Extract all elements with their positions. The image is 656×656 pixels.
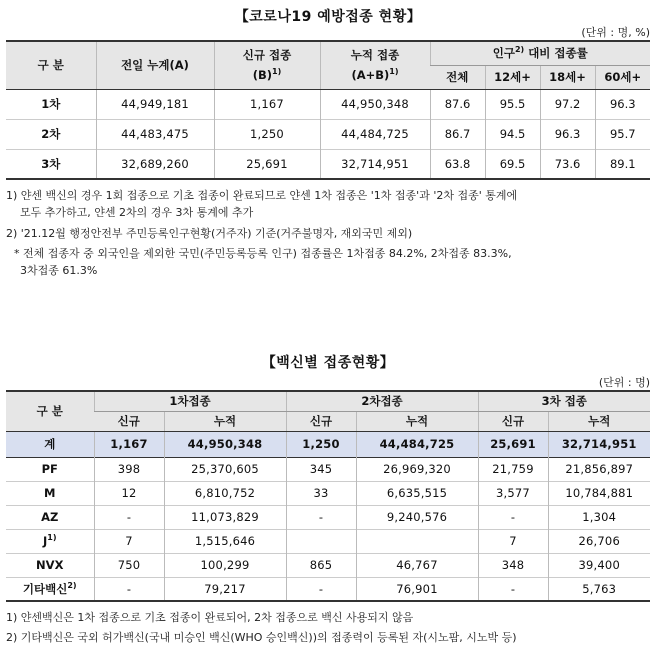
col-header-rate-all: 전체 bbox=[430, 65, 485, 89]
row-label: 계 bbox=[6, 431, 94, 457]
cell-rate-12: 69.5 bbox=[485, 149, 540, 179]
table-row bbox=[6, 553, 650, 577]
cell-d2-cum: 6,635,515 bbox=[356, 481, 478, 505]
row-label: 3차 bbox=[41, 156, 61, 171]
footnote-marker: 1) bbox=[272, 67, 282, 77]
cell-d3-new: 7 bbox=[478, 529, 548, 553]
total-row bbox=[6, 431, 650, 457]
cell-d3-cum: 21,856,897 bbox=[548, 457, 650, 481]
col-header-dose1: 1차접종 bbox=[94, 391, 286, 411]
row-label-cell bbox=[6, 529, 94, 553]
table1-unit: (단위 : 명, %) bbox=[581, 26, 650, 39]
cell-rate-12: 95.5 bbox=[485, 89, 540, 119]
table1-note-2: 2) '21.12월 행정안전부 주민등록인구현황(거주자) 기준(거주불명자, 재외국민 제외) bbox=[6, 227, 413, 240]
cell-d2-new: 345 bbox=[286, 457, 356, 481]
cell-cum: 44,484,725 bbox=[320, 119, 430, 149]
col-header-new bbox=[214, 41, 320, 89]
cell-d2-new: - bbox=[286, 577, 356, 601]
row-label: M bbox=[44, 486, 56, 500]
cell-d3-new: 25,691 bbox=[478, 431, 548, 457]
cell-d3-cum: 1,304 bbox=[548, 505, 650, 529]
cell-d1-new: - bbox=[94, 505, 164, 529]
table-row bbox=[6, 529, 650, 553]
footnote-marker: 2) bbox=[514, 45, 525, 55]
table1-note-1: 1) 얀센 백신의 경우 1회 접종으로 기초 접종이 완료되므로 얀센 1차 접종은 '1차 접종'과 '2차 접종' 통계에 bbox=[6, 189, 518, 202]
col-header-prev-total: 전일 누계(A) bbox=[96, 41, 214, 89]
cell-new: 1,167 bbox=[214, 89, 320, 119]
cell-prev: 44,949,181 bbox=[96, 89, 214, 119]
cell-d3-new: 21,759 bbox=[478, 457, 548, 481]
cell-d3-new: 348 bbox=[478, 553, 548, 577]
table-row bbox=[6, 457, 650, 481]
cell-new: 25,691 bbox=[214, 149, 320, 179]
cell-rate-12: 94.5 bbox=[485, 119, 540, 149]
cell-prev: 44,483,475 bbox=[96, 119, 214, 149]
row-label: AZ bbox=[41, 510, 59, 524]
cell-rate-18: 96.3 bbox=[540, 119, 595, 149]
table2-note-1: 1) 얀센백신은 1차 접종으로 기초 접종이 완료되어, 2차 접종으로 백신 사용되지 않음 bbox=[6, 611, 414, 624]
table-row bbox=[6, 481, 650, 505]
row-label: PF bbox=[41, 462, 58, 476]
cell-d1-cum: 25,370,605 bbox=[164, 457, 286, 481]
vaccine-type-table bbox=[6, 390, 650, 602]
col-header-rate-post: 대비 접종률 bbox=[524, 46, 588, 61]
cell-rate-all: 87.6 bbox=[430, 89, 485, 119]
cell-d1-new: 12 bbox=[94, 481, 164, 505]
row-label-cell bbox=[6, 577, 94, 601]
table1-note-3-cont: 3차접종 61.3% bbox=[20, 264, 98, 277]
cell-d3-new: - bbox=[478, 577, 548, 601]
col-header-rate-pre: 인구 bbox=[492, 46, 515, 61]
cell-rate-all: 86.7 bbox=[430, 119, 485, 149]
table-row bbox=[6, 505, 650, 529]
cell-d2-new bbox=[286, 529, 356, 553]
cell-prev: 32,689,260 bbox=[96, 149, 214, 179]
cell-d3-cum: 5,763 bbox=[548, 577, 650, 601]
table-row bbox=[6, 577, 650, 601]
cell-d2-cum: 76,901 bbox=[356, 577, 478, 601]
cell-d1-new: 398 bbox=[94, 457, 164, 481]
footnote-marker: 2) bbox=[67, 580, 77, 590]
cell-d2-new: 865 bbox=[286, 553, 356, 577]
footnote-marker: 1) bbox=[389, 67, 399, 77]
cell-rate-60: 89.1 bbox=[595, 149, 650, 179]
row-label: J bbox=[42, 534, 48, 548]
col-header-dose2: 2차접종 bbox=[286, 391, 478, 411]
col-header-cumulative bbox=[320, 41, 430, 89]
col-header-cum: 누적 bbox=[548, 411, 650, 431]
col-header-category: 구 분 bbox=[6, 41, 96, 89]
col-header-rate-18: 18세+ bbox=[540, 65, 595, 89]
cell-d3-cum: 26,706 bbox=[548, 529, 650, 553]
cell-d1-new: 7 bbox=[94, 529, 164, 553]
cell-cum: 32,714,951 bbox=[320, 149, 430, 179]
col-header-rate bbox=[430, 41, 650, 65]
table2-note-2: 2) 기타백신은 국외 허가백신(국내 미승인 백신(WHO 승인백신))의 접종력이 등록된 자(시노팜, 시노박 등) bbox=[6, 631, 517, 644]
cell-d1-new: 750 bbox=[94, 553, 164, 577]
table-row bbox=[6, 89, 650, 119]
col-header-new: 신규 bbox=[94, 411, 164, 431]
row-label: 2차 bbox=[41, 127, 61, 141]
cell-rate-60: 95.7 bbox=[595, 119, 650, 149]
cell-d2-cum bbox=[356, 529, 478, 553]
col-header-cum-line2: (A+B) bbox=[351, 68, 390, 83]
cell-d2-cum: 46,767 bbox=[356, 553, 478, 577]
cell-d1-cum: 1,515,646 bbox=[164, 529, 286, 553]
table-row bbox=[6, 149, 650, 179]
cell-rate-60: 96.3 bbox=[595, 89, 650, 119]
col-header-cum-line1: 누적 접종 bbox=[350, 48, 400, 63]
cell-d1-cum: 6,810,752 bbox=[164, 481, 286, 505]
cell-d2-new: 1,250 bbox=[286, 431, 356, 457]
footnote-marker: 1) bbox=[47, 533, 57, 543]
col-header-cum: 누적 bbox=[356, 411, 478, 431]
cell-rate-all: 63.8 bbox=[430, 149, 485, 179]
cell-d2-cum: 44,484,725 bbox=[356, 431, 478, 457]
col-header-new-line1: 신규 접종 bbox=[242, 48, 292, 63]
col-header-category: 구 분 bbox=[6, 391, 94, 431]
cell-d1-new: 1,167 bbox=[94, 431, 164, 457]
cell-d3-new: - bbox=[478, 505, 548, 529]
cell-d1-cum: 44,950,348 bbox=[164, 431, 286, 457]
cell-rate-18: 73.6 bbox=[540, 149, 595, 179]
table1-note-3: * 전체 접종자 중 외국인을 제외한 국민(주민등록등록 인구) 접종률은 1차접종 84.2%, 2차접종 83.3%, bbox=[14, 247, 512, 260]
row-label: 기타백신 bbox=[22, 581, 68, 596]
cell-d1-new: - bbox=[94, 577, 164, 601]
row-label: 1차 bbox=[41, 97, 61, 111]
cell-d1-cum: 11,073,829 bbox=[164, 505, 286, 529]
cell-cum: 44,950,348 bbox=[320, 89, 430, 119]
table2-unit: (단위 : 명) bbox=[598, 376, 650, 389]
col-header-rate-12: 12세+ bbox=[485, 65, 540, 89]
cell-d2-new: - bbox=[286, 505, 356, 529]
table1-title: 【코로나19 예방접종 현황】 bbox=[234, 9, 422, 25]
cell-d3-cum: 39,400 bbox=[548, 553, 650, 577]
col-header-new: 신규 bbox=[286, 411, 356, 431]
cell-d1-cum: 79,217 bbox=[164, 577, 286, 601]
col-header-new-line2: (B) bbox=[252, 68, 273, 83]
cell-d3-cum: 32,714,951 bbox=[548, 431, 650, 457]
cell-d1-cum: 100,299 bbox=[164, 553, 286, 577]
cell-d3-cum: 10,784,881 bbox=[548, 481, 650, 505]
col-header-cum: 누적 bbox=[164, 411, 286, 431]
cell-d2-cum: 9,240,576 bbox=[356, 505, 478, 529]
cell-rate-18: 97.2 bbox=[540, 89, 595, 119]
table2-title: 【백신별 접종현황】 bbox=[261, 355, 395, 371]
cell-d2-new: 33 bbox=[286, 481, 356, 505]
cell-new: 1,250 bbox=[214, 119, 320, 149]
vaccination-status-table bbox=[6, 40, 650, 180]
col-header-rate-60: 60세+ bbox=[595, 65, 650, 89]
col-header-new: 신규 bbox=[478, 411, 548, 431]
col-header-dose3: 3차 접종 bbox=[478, 391, 650, 411]
table1-note-1-cont: 모두 추가하고, 얀센 2차의 경우 3차 통계에 추가 bbox=[20, 206, 254, 219]
table-row bbox=[6, 119, 650, 149]
cell-d3-new: 3,577 bbox=[478, 481, 548, 505]
row-label: NVX bbox=[36, 558, 64, 572]
cell-d2-cum: 26,969,320 bbox=[356, 457, 478, 481]
